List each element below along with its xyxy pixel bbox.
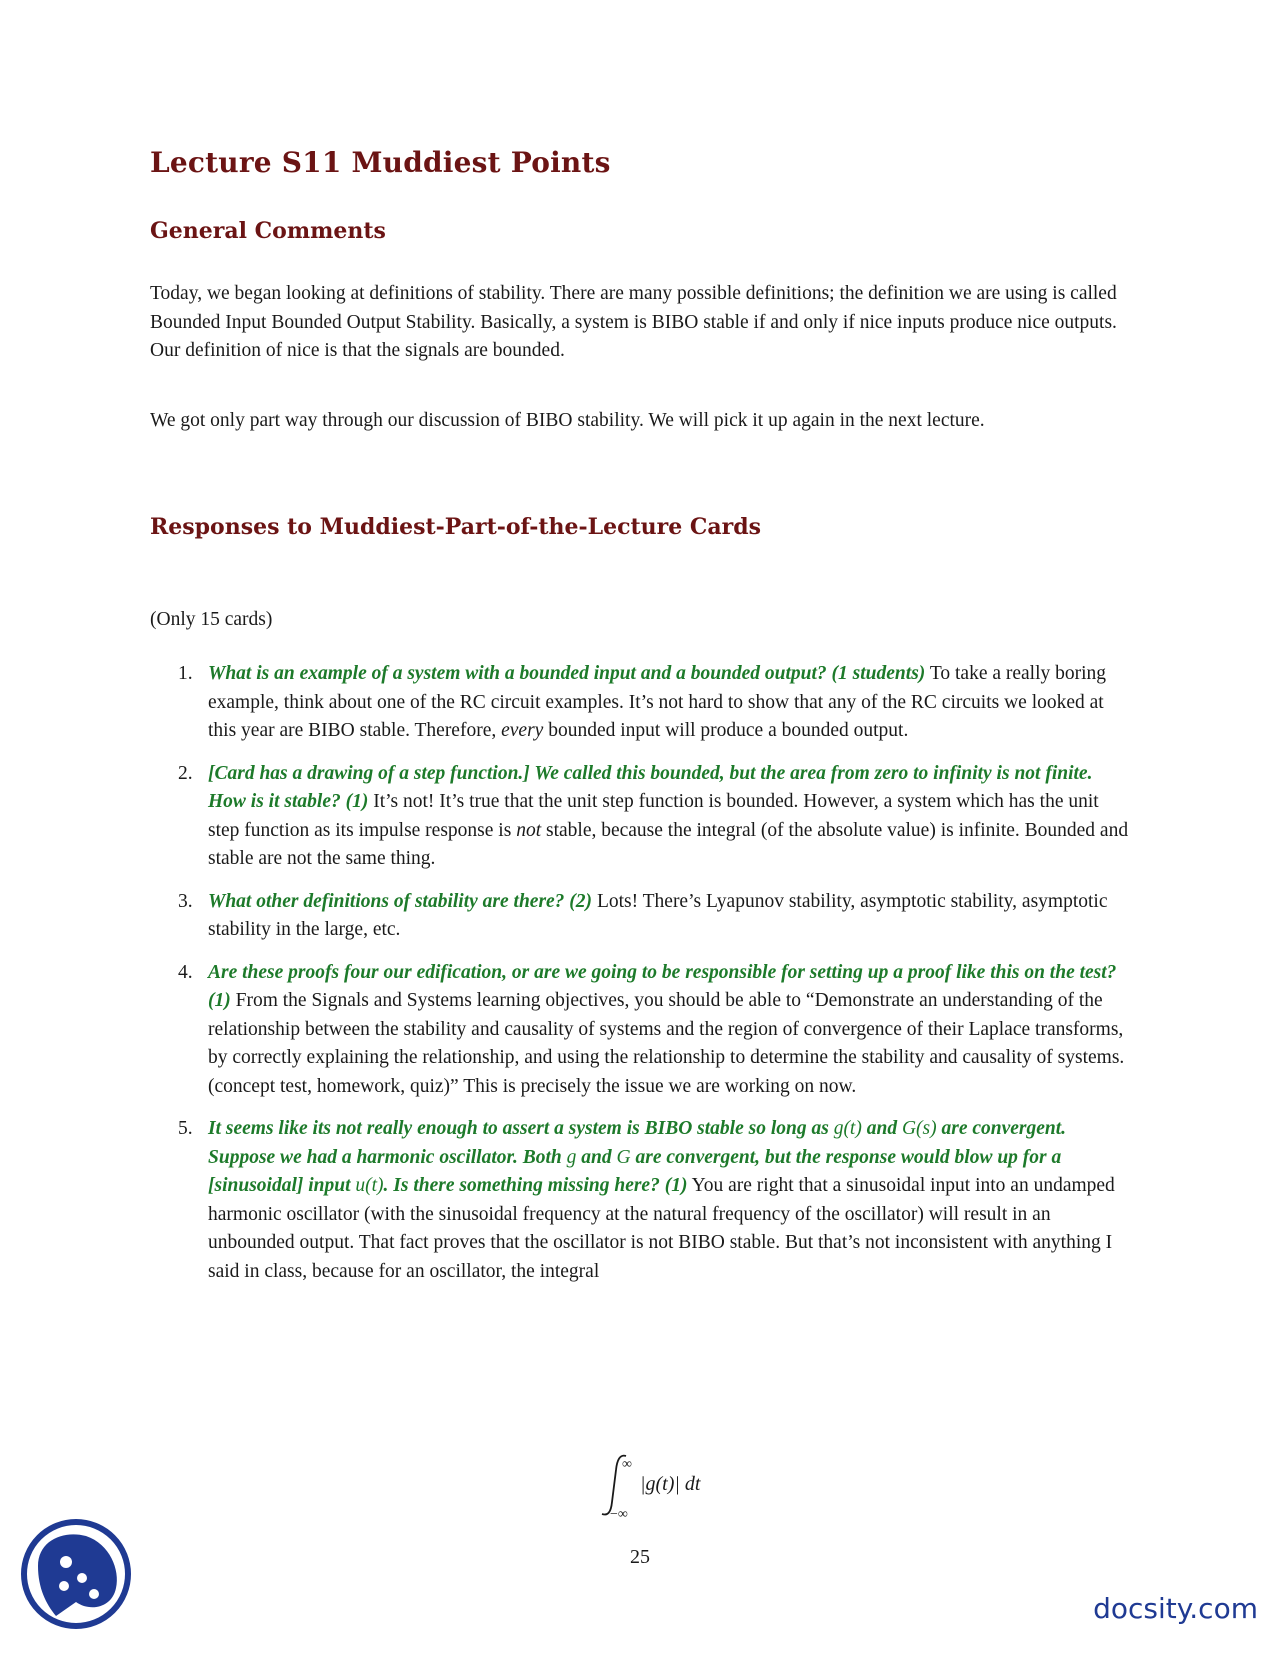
question-part: are convergent, but the response would blow up for a [sinusoidal] input	[208, 1146, 1062, 1196]
integral-lower-limit: −∞	[610, 1507, 628, 1520]
item-number: 2.	[178, 762, 193, 784]
question-text: Are these proofs four our edification, or are we going to be responsible for setting up a proof like this on the test? (1)	[208, 961, 1117, 1011]
answer-text: It’s not! It’s true that the unit step function is bounded. However, a system which has the unit step function as its impulse response is	[208, 791, 1099, 841]
docsity-logo-icon	[20, 1518, 132, 1630]
general-paragraph-2: We got only part way through our discussion of BIBO stability. We will pick it up again in the next lecture.	[150, 410, 985, 431]
answer-text: Lots! There’s Lyapunov stability, asymptotic stability, asymptotic stability in the large, etc.	[208, 890, 1108, 940]
list-item	[150, 660, 1130, 746]
question-text: What other definitions of stability are there? (2)	[208, 890, 593, 912]
answer-emphasis: every	[501, 720, 544, 741]
math-g-of-t: g(t)	[833, 1118, 862, 1139]
page-title: Lecture S11 Muddiest Points	[150, 146, 611, 179]
math-G: G	[616, 1146, 631, 1168]
question-text: What is an example of a system with a bounded input and a bounded output? (1 students)	[208, 663, 926, 684]
answer-text: From the Signals and Systems learning objectives, you should be able to “Demonstrate an understanding of the relationship between the stability and causality of systems and the region of convergence of their Laplace transforms, by correctly explaining the relationship, and using the relationship to determine the stability and causality of systems. (concept test, homework, quiz)” This is precisely the issue we are working on now.	[208, 990, 1125, 1097]
question-part: and	[861, 1118, 902, 1139]
integral-equation	[600, 1450, 740, 1520]
page-number: 25	[630, 1546, 650, 1568]
cards-note: (Only 15 cards)	[150, 609, 273, 630]
list-item	[150, 760, 1130, 874]
item-number: 1.	[178, 663, 193, 684]
list-item	[150, 888, 1130, 945]
math-g: g	[566, 1146, 577, 1168]
list-item	[150, 1115, 1130, 1286]
list-item	[150, 959, 1130, 1102]
question-part: are convergent. Suppose we had a harmonic oscillator. Both	[208, 1118, 1067, 1168]
integrand: |g(t)| dt	[640, 1473, 701, 1495]
question-text: [Card has a drawing of a step function.] We called this bounded, but the area from zero to infinity is not finite. How is it stable? (1)	[208, 762, 1093, 812]
integral-upper-limit: ∞	[622, 1457, 632, 1472]
docsity-wordmark[interactable]: docsity.com	[1093, 1592, 1258, 1625]
math-u-of-t: u(t)	[355, 1175, 384, 1196]
answer-text: To take a really boring example, think about one of the RC circuit examples. It’s not hard to show that any of the RC circuits we looked at this year are BIBO stable. Therefore,	[208, 663, 1107, 741]
question-part: and	[576, 1146, 617, 1168]
answer-text: bounded input will produce a bounded output.	[543, 720, 909, 741]
answer-text: stable, because the integral (of the absolute value) is infinite. Bounded and stable are not the same thing.	[208, 819, 1129, 869]
math-G-of-s: G(s)	[901, 1118, 937, 1139]
general-comments-heading: General Comments	[150, 218, 386, 244]
answer-text: You are right that a sinusoidal input into an undamped harmonic oscillator (with the sinusoidal frequency at the natural frequency of the oscillator) will result in an unbounded output. That fact proves that the oscillator is not BIBO stable. But that’s not inconsistent with anything I said in class, because for an oscillator, the integral	[208, 1175, 1115, 1282]
responses-heading: Responses to Muddiest-Part-of-the-Lecture Cards	[150, 514, 762, 540]
item-number: 4.	[178, 961, 193, 983]
response-list	[150, 660, 1130, 1300]
question-part: . Is there something missing here? (1)	[383, 1175, 688, 1196]
general-paragraph-1: Today, we began looking at definitions of stability. There are many possible definitions; the definition we are using is called Bounded Input Bounded Output Stability. Basically, a system is BIBO stable if and only if nice inputs produce nice outputs. Our definition of nice is that the signals are bounded.	[150, 283, 1117, 361]
answer-emphasis: not	[516, 819, 542, 841]
question-part: It seems like its not really enough to assert a system is BIBO stable so long as	[208, 1118, 834, 1139]
item-number: 5.	[178, 1118, 193, 1139]
item-number: 3.	[178, 890, 193, 912]
